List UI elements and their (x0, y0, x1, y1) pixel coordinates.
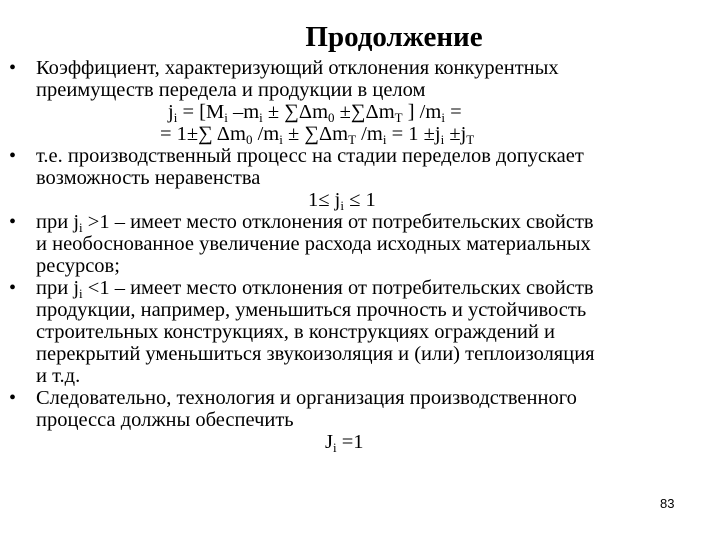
bullet-conclusion (0, 387, 720, 431)
bullet-text-line: Коэффициент, характеризующий отклонения конкурентных (36, 57, 559, 79)
bullet-text-line: строительных конструкциях, в конструкциях ограждений и (36, 321, 555, 343)
bullet-text-line: преимуществ передела и продукции в целом (36, 79, 426, 101)
bullet-coefficient (0, 57, 720, 101)
formula-coefficient-expansion: = 1±∑ $\Delta m_0$ $/m_i \pm \sum\Delta m_T$ $/m_i = 1 \pm j_i \pm j_T$ (160, 123, 475, 147)
bullet-text-line: при $j_i >1$ – имеет место отклонения от потребительских свойств (36, 211, 594, 235)
bullet-text-line: и необоснованное увеличение расхода исходных материальных (36, 233, 591, 255)
slide-content (0, 57, 720, 453)
bullet-text-line: Следовательно, технология и организация производственного (36, 387, 577, 409)
bullet-dot: • (9, 211, 17, 233)
bullet-text-line: ресурсов; (36, 255, 120, 277)
bullet-text-line: продукции, например, уменьшиться прочность и устойчивость (36, 299, 587, 321)
formula-inequality: $1\le j_i \le 1$ (308, 189, 376, 213)
bullet-less-than-one (0, 277, 720, 387)
page-number: 83 (660, 496, 675, 511)
bullet-dot: • (9, 145, 17, 167)
bullet-dot: • (9, 387, 17, 409)
bullet-text-line: т.е. производственный процесс на стадии переделов допускает (36, 145, 584, 167)
bullet-inequality-intro (0, 145, 720, 189)
bullet-text-line: процесса должны обеспечить (36, 409, 294, 431)
bullet-dot: • (9, 57, 17, 79)
bullet-text-line: перекрытий уменьшиться звукоизоляция и (или) теплоизоляция (36, 343, 595, 365)
slide-title: Продолжение (305, 21, 483, 53)
bullet-text-line: при $j_i <1$ – имеет место отклонения от потребительских свойств (36, 277, 594, 301)
bullet-greater-than-one (0, 211, 720, 277)
formula-conclusion: $J_i =1$ (325, 431, 364, 455)
bullet-text-line: и т.д. (36, 365, 81, 387)
formula-coefficient-definition: $j_i = [M_i$ $-m_i \pm \sum\Delta m_0 \pm\sum\Delta m_T$ ] $/m_i$ = (168, 101, 462, 125)
bullet-text-line: возможность неравенства (36, 167, 261, 189)
bullet-dot: • (9, 277, 17, 299)
